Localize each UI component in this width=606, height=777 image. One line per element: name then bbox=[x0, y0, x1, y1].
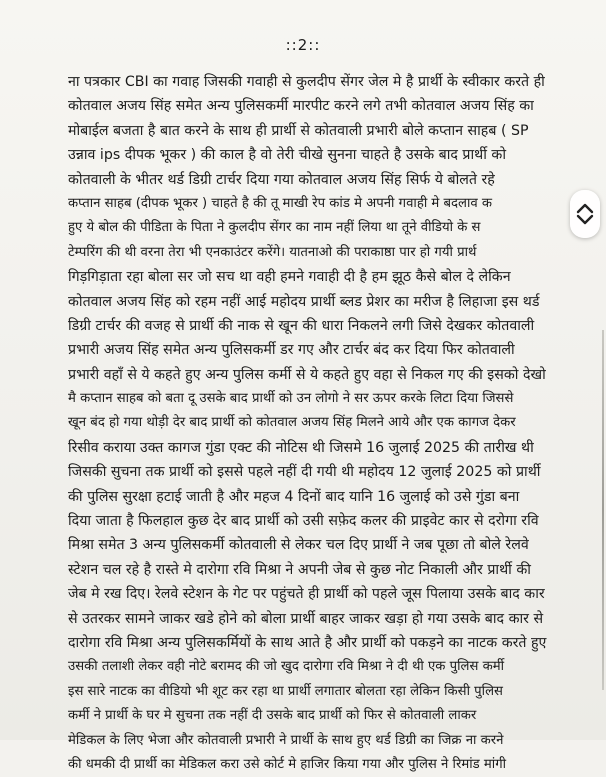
document-line: की पुलिस सुरक्षा हटाई जाती है और महज 4 दिनों बाद यानि 16 जुलाई को उसे गुंडा बना bbox=[68, 488, 520, 505]
document-line: डिग्री टार्चर की वजह से प्रार्थी की नाक से खून की धारा निकलने लगी जिसे देखकर कोतवाली bbox=[68, 317, 535, 334]
document-line: मोबाईल बजता है बात करने के साथ ही प्रार्थी से कोतवाली प्रभारी बोले कप्तान साहब ( SP bbox=[68, 122, 529, 139]
page-edge-shadow bbox=[602, 330, 604, 690]
document-line: प्रभारी अजय सिंह समेत अन्य पुलिसकर्मी डर गए और टार्चर बंद कर दिया फिर कोतवाली bbox=[68, 342, 515, 359]
document-line: जिसकी सुचना तक प्रार्थी को इससे पहले नहीं दी गयी थी महोदय 12 जुलाई 2025 को प्रार्थी bbox=[68, 464, 541, 481]
page-number: ::2:: bbox=[285, 36, 321, 54]
document-line: से उतरकर सामने जाकर खडे होने को बोला प्रार्थी बाहर जाकर खड़ा हो गया उसके बाद कार से bbox=[68, 610, 544, 627]
document-line: दारोगा रवि मिश्रा अन्य पुलिसकर्मियों के साथ आते है और प्रार्थी को पकड़ने का नाटक करते हुए bbox=[68, 634, 547, 651]
document-line: हुए ये बोल की पीडिता के पिता ने कुलदीप सेंगर का नाम नहीं लिया था तूने वीडियो के स bbox=[68, 220, 481, 236]
chevron-down-icon[interactable] bbox=[575, 214, 595, 226]
document-line: कोतवाल अजय सिंह को रहम नहीं आई महोदय प्रार्थी ब्लड प्रेशर का मरीज है लिहाजा इस थर्ड bbox=[68, 293, 540, 310]
document-line: प्रभारी वहाँ से ये कहते हुए अन्य पुलिस कर्मी से ये कहते हुए वहा से निकल गए की इसको देखो bbox=[68, 366, 546, 383]
page-navigation-control[interactable] bbox=[570, 190, 600, 238]
document-line: कर्मी ने प्रार्थी के घर मे सुचना तक नहीं दी उसके बाद प्रार्थी को फिर से कोतवाली लाकर bbox=[68, 708, 477, 724]
document-line: ना पत्रकार CBI का गवाह जिसकी गवाही से कुलदीप सेंगर जेल मे है प्रार्थी के स्वीकार करते ही bbox=[68, 74, 545, 90]
document-line: टेम्परिंग की थी वरना तेरा भी एनकाउंटर करेंगे। यातनाओ की पराकाष्ठा पार हो गयी प्रार्थ bbox=[68, 244, 477, 260]
document-line: रिसीव कराया उक्त कागज गुंडा एक्ट की नोटिस थी जिसमे 16 जुलाई 2025 की तारीख थी bbox=[68, 439, 534, 456]
document-body bbox=[68, 70, 590, 777]
document-line: मै कप्तान साहब को बता दू उसके बाद प्रार्थी को उन लोगो ने सर ऊपर करके लिटा दिया जिससे bbox=[68, 391, 514, 407]
document-line: जेब मे रख दिए। रेलवे स्टेशन के गेट पर पहुंचते ही प्रार्थी को पहले जूस पिलाया उसके बाद कार bbox=[68, 586, 545, 603]
document-line: खून बंद हो गया थोड़ी देर बाद प्रार्थी को कोतवाल अजय सिंह मिलने आये और एक कागज देकर bbox=[68, 415, 516, 431]
document-line: की धमकी दी प्रार्थी का मेडिकल करा उसे कोर्ट मे हाजिर किया गया और पुलिस ने रिमांड मांगी bbox=[68, 756, 507, 772]
document-line: मिश्रा समेत 3 अन्य पुलिसकर्मी कोतवाली से लेकर चल दिए प्रार्थी ने जब पूछा तो बोले रेलवे bbox=[68, 537, 529, 554]
document-line: मेडिकल के लिए भेजा और कोतवाली प्रभारी ने प्रार्थी के साथ हुए थर्ड डिग्री का जिक्र ना करने bbox=[68, 732, 504, 748]
document-line: इस सारे नाटक का वीडियो भी शूट कर रहा था प्रार्थी लगातार बोलता रहा लेकिन किसी पुलिस bbox=[68, 683, 503, 699]
document-line: कोतवाली के भीतर थर्ड डिग्री टार्चर दिया गया कोतवाल अजय सिंह सिर्फ ये बोलते रहे bbox=[68, 171, 495, 188]
document-line: कोतवाल अजय सिंह समेत अन्य पुलिसकर्मी मारपीट करने लगे तभी कोतवाल अजय सिंह का bbox=[68, 98, 534, 115]
document-line: उसकी तलाशी लेकर वही नोटे बरामद की जो खुद दारोगा रवि मिश्रा ने दी थी एक पुलिस कर्मी bbox=[68, 659, 505, 675]
document-line: उन्नाव ips दीपक भूकर ) की काल है वो तेरी चीखे सुनना चाहते है उसके बाद प्रार्थी को bbox=[68, 147, 506, 164]
chevron-up-icon[interactable] bbox=[575, 202, 595, 214]
document-line: दिया जाता है फिलहाल कुछ देर बाद प्रार्थी को उसी सफ़ेद कलर की प्राइवेट कार से दरोगा रवि bbox=[68, 513, 539, 530]
document-line: कप्तान साहब (दीपक भूकर ) चाहते है की तू माखी रेप कांड मे अपनी गवाही मे बदलाव क bbox=[68, 195, 493, 211]
document-line: स्टेशन चल रहे है रास्ते मे दारोगा रवि मिश्रा ने अपनी जेब से कुछ नोट निकाली और प्रार्थी की bbox=[68, 561, 531, 578]
document-line: गिड़गिड़ाता रहा बोला सर जो सच था वही हमने गवाही दी है हम झूठ कैसे बोल दे लेकिन bbox=[68, 269, 511, 286]
